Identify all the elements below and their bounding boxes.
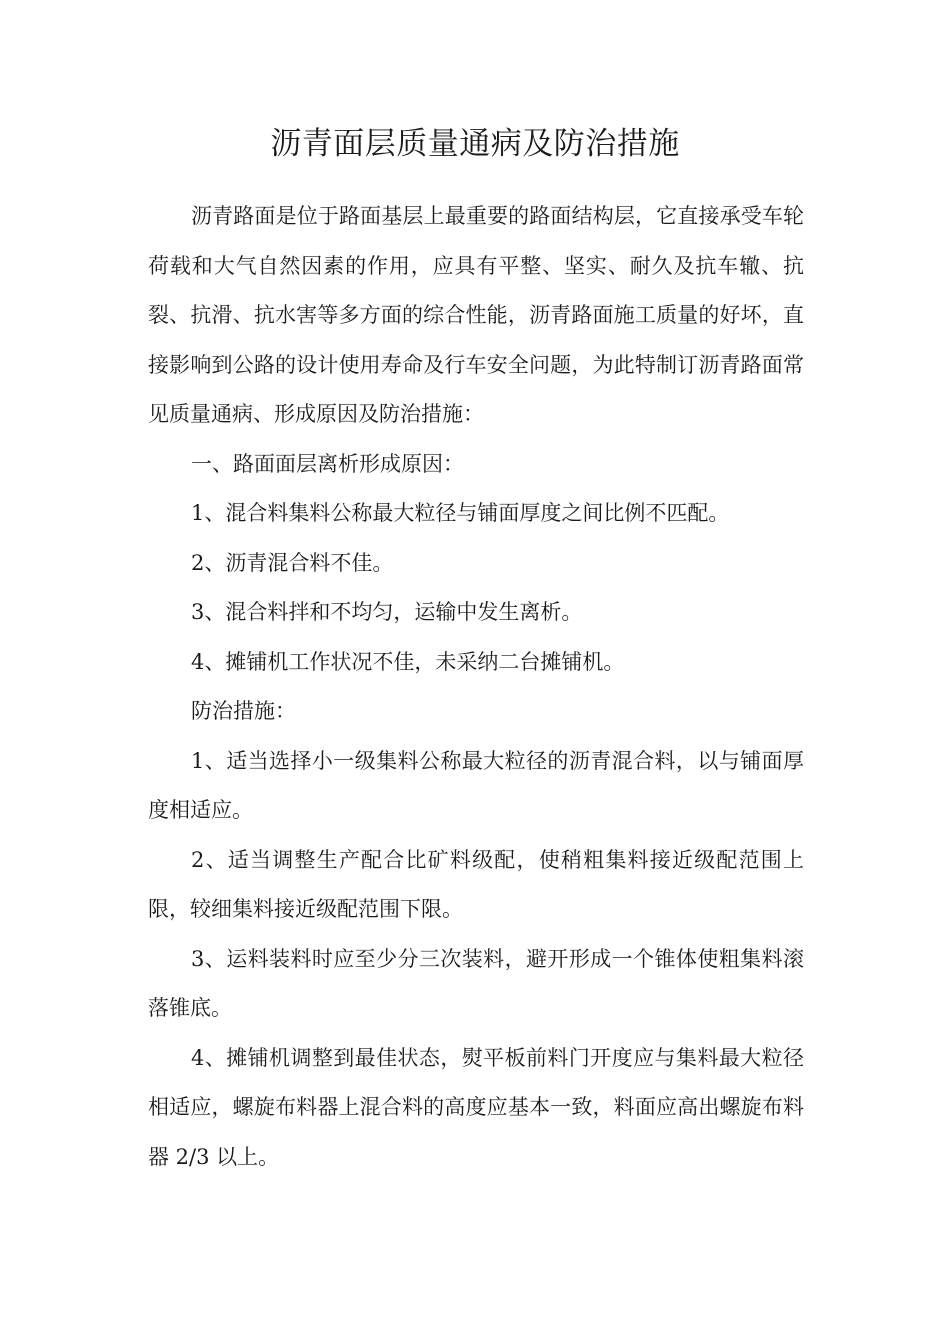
cause-item-4: 4、摊铺机工作状况不佳，未采纳二台摊铺机。 — [191, 649, 625, 674]
measure-item-1: 1、适当选择小一级集料公称最大粒径的沥青混合料，以与铺面厚度相适应。 — [148, 748, 804, 822]
document-body — [148, 192, 804, 1182]
section-heading-causes: 一、路面面层离析形成原因： — [191, 451, 464, 476]
document-title: 沥青面层质量通病及防治措施 — [270, 126, 680, 162]
measure-item-2: 2、适当调整生产配合比矿料级配，使稍粗集料接近级配范围上限，较细集料接近级配范围下限。 — [148, 847, 804, 921]
cause-item-3: 3、混合料拌和不均匀，运输中发生离析。 — [191, 600, 583, 624]
cause-item-2: 2、沥青混合料不佳。 — [191, 550, 394, 575]
section-heading-measures: 防治措施： — [191, 699, 296, 723]
paragraph-intro: 沥青路面是位于路面基层上最重要的路面结构层，它直接承受车轮荷载和大气自然因素的作用，应具有平整、坚实、耐久及抗车辙、抗裂、抗滑、抗水害等多方面的综合性能，沥青路面施工质量的好坏，直接影响到公路的设计使用寿命及行车安全问题，为此特制订沥青路面常见质量通病、形成原因及防治措施： — [148, 204, 804, 426]
cause-item-1: 1、混合料集料公称最大粒径与铺面厚度之间比例不匹配。 — [191, 501, 730, 525]
measure-item-4: 4、摊铺机调整到最佳状态，熨平板前料门开度应与集料最大粒径相适应，螺旋布料器上混合料的高度应基本一致，料面应高出螺旋布料器 2/3 以上。 — [148, 1045, 804, 1169]
measure-item-3: 3、运料装料时应至少分三次装料，避开形成一个锥体使粗集料滚落锥底。 — [148, 946, 804, 1020]
